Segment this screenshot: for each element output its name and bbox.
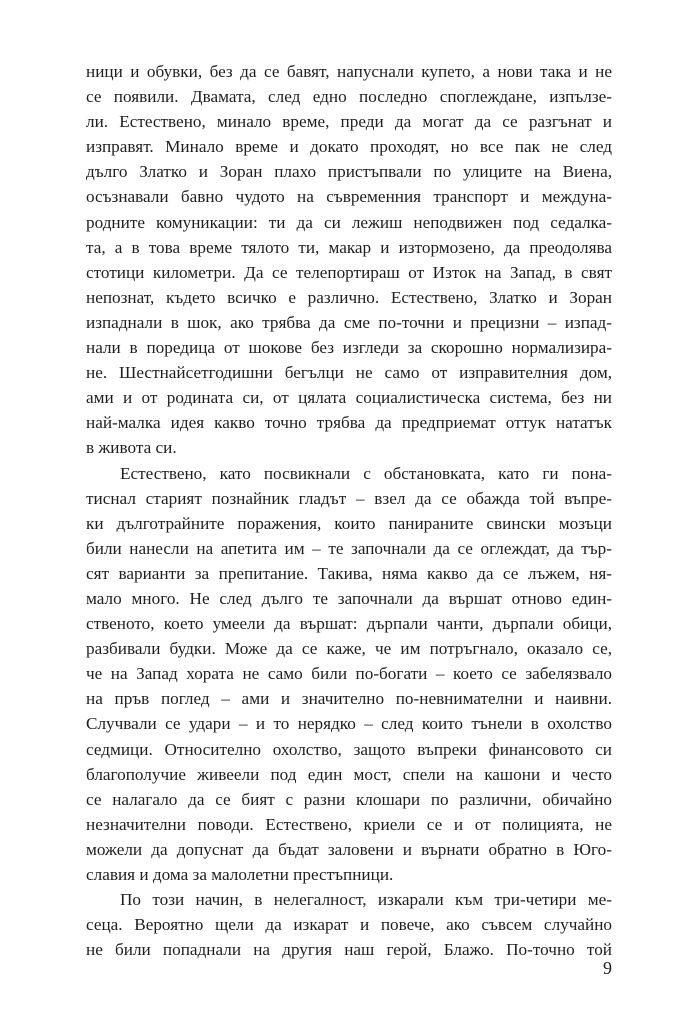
- text-line: дълго Златко и Зоран плахо пристъпвали по улиците на Виена,: [86, 162, 612, 182]
- text-line: славия и дома за малолетни престъпници.: [86, 865, 394, 884]
- text-line: нали в поредица от шокове без изгледи за скорошно нормализира-: [86, 338, 612, 358]
- text-line: разбивали будки. Може да се каже, че им потръгнало, оказало се,: [86, 639, 612, 659]
- text-line: непознат, където всичко е различно. Естествено, Златко и Зоран: [86, 287, 612, 307]
- text-line: сят варианти за препитание. Такива, няма какво да се лъжем, ня-: [86, 563, 612, 583]
- paragraph: [86, 59, 612, 461]
- page-number: 9: [603, 958, 612, 978]
- text-line: ами и от родината си, от цялата социалистическа система, без ни: [86, 388, 612, 408]
- text-line: незначителни поводи. Естествено, криели се и от полицията, не: [86, 814, 612, 834]
- text-line: ли. Естествено, минало време, преди да могат да се разгънат и: [86, 112, 612, 132]
- text-line: Случвали се удари – и то нерядко – след които тънели в охолство: [86, 714, 612, 734]
- text-line: мало много. Не след дълго те започнали да вършат отново един-: [86, 588, 612, 608]
- text-line: че на Запад хората не само били по-богати – което се забелязвало: [86, 664, 612, 684]
- text-line: По този начин, в нелегалност, изкарали към три-четири ме-: [120, 890, 612, 910]
- text-line: на пръв поглед – ами и значително по-невнимателни и наивни.: [86, 689, 612, 709]
- text-line: не били попаднали на другия наш герой, Блажо. По-точно той: [86, 940, 612, 960]
- text-line: родните комуникации: ти да си лежиш неподвижен под седалка-: [86, 212, 612, 232]
- text-line: сеца. Вероятно щели да изкарат и повече, ако съвсем случайно: [86, 915, 612, 935]
- text-line: не. Шестнайсетгодишни бегълци не само от изправителния дом,: [86, 363, 612, 383]
- text-line: се налагало да се бият с разни клошари по различни, обичайно: [86, 789, 612, 809]
- text-line: изправят. Минало време и докато проходят, но все пак не след: [86, 137, 612, 157]
- text-line: най-малка идея какво точно трябва да предприемат оттук нататък: [86, 413, 612, 433]
- paragraph: [86, 887, 612, 962]
- text-line: ки дълготрайните поражения, които панираните свински мозъци: [86, 513, 612, 533]
- text-line: ственото, което умеели да вършат: дърпали чанти, дърпали обици,: [86, 614, 612, 634]
- text-line: та, а в това време тялото ти, макар и изтормозено, да преодолява: [86, 237, 612, 257]
- text-line: осъзнавали бавно чудото на съвременния транспорт и междуна-: [86, 187, 612, 207]
- text-line: в живота си.: [86, 438, 177, 458]
- text-line: можели да допуснат да бъдат заловени и върнати обратно в Юго-: [86, 839, 612, 859]
- text-line: седмици. Относително охолство, защото въпреки финансовото си: [86, 739, 612, 759]
- text-line: се появили. Двамата, след едно последно споглеждане, изпълзе-: [86, 87, 612, 107]
- text-line: Естествено, като посвикнали с обстановката, като ги пона-: [120, 463, 612, 483]
- text-line: благополучие живеели под един мост, спели на кашони и често: [86, 764, 612, 784]
- paragraph: [86, 461, 612, 888]
- text-line: ници и обувки, без да се бавят, напуснали купето, а нови така и не: [86, 62, 612, 81]
- text-line: изпаднали в шок, ако трябва да сме по-точни и прецизни – изпад-: [86, 312, 612, 332]
- page-body: [86, 59, 612, 962]
- text-line: тиснал старият познайник гладът – взел да се обажда той въпре-: [86, 488, 612, 508]
- text-line: били нанесли на апетита им – те започнали да се оглеждат, да тър-: [86, 538, 612, 558]
- text-line: стотици километри. Да се телепортираш от Изток на Запад, в свят: [86, 262, 612, 282]
